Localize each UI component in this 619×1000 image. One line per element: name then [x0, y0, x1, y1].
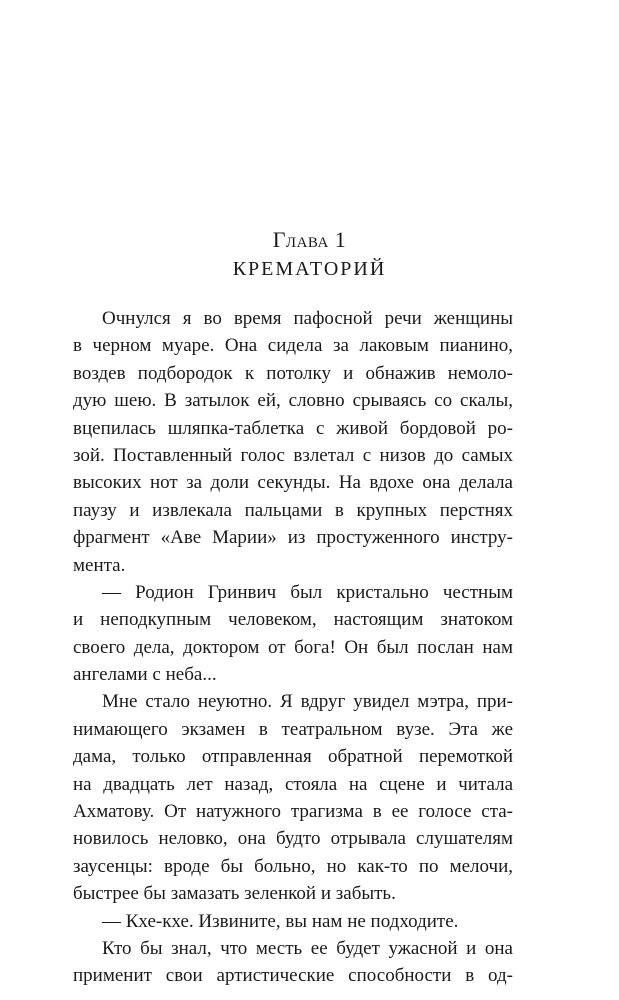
text-line: Мне стало неуютно. Я вдруг увидел мэтра, при-: [102, 691, 513, 713]
text-line: воздев подбородок к потолку и обнажив немоло-: [73, 362, 513, 384]
text-line: — Кхе-кхе. Извините, вы нам не подходите.: [102, 910, 459, 932]
body-text: [73, 305, 513, 990]
text-line: своего дела, доктором от бога! Он был послан нам: [73, 636, 513, 658]
text-line: новилось неловко, она будто отрывала слушателям: [73, 828, 513, 850]
chapter-title: КРЕМАТОРИЙ: [232, 258, 387, 280]
text-line: и неподкупным человеком, настоящим знатоком: [73, 609, 513, 631]
text-line: ангелами с неба...: [73, 664, 217, 686]
text-line: дама, только отправленная обратной перемоткой: [73, 746, 513, 768]
text-line: в черном муаре. Она сидела за лаковым пианино,: [73, 335, 513, 357]
text-line: паузу и извлекала пальцами в крупных перстнях: [73, 499, 513, 521]
text-line: фрагмент «Аве Марии» из простуженного инстру-: [73, 527, 513, 549]
text-line: быстрее бы замазать зеленкой и забыть.: [73, 883, 396, 905]
text-line: — Родион Гринвич был кристально честным: [102, 581, 513, 603]
text-line: применит свои артистические способности в од-: [73, 965, 513, 987]
text-line: Ахматову. От натужного трагизма в ее голосе ста-: [73, 801, 513, 823]
text-line: дую шею. В затылок ей, словно срываясь со скалы,: [73, 390, 513, 412]
text-line: высоких нот за доли секунды. На вдохе она делала: [73, 472, 513, 494]
text-line: Очнулся я во время пафосной речи женщины: [102, 308, 513, 329]
text-line: нимающего экзамен в театральном вузе. Эта же: [73, 718, 513, 740]
text-line: мента.: [73, 554, 126, 576]
text-line: Кто бы знал, что месть ее будет ужасной и она: [102, 937, 513, 959]
text-line: вцепилась шляпка-таблетка с живой бордовой ро-: [73, 417, 513, 439]
text-line: зой. Поставленный голос взлетал с низов до самых: [73, 444, 513, 466]
text-line: на двадцать лет назад, стояла на сцене и читала: [73, 773, 513, 795]
chapter-number: Глава 1: [272, 227, 347, 252]
text-line: заусенцы: вроде бы больно, но как-то по мелочи,: [73, 855, 513, 877]
